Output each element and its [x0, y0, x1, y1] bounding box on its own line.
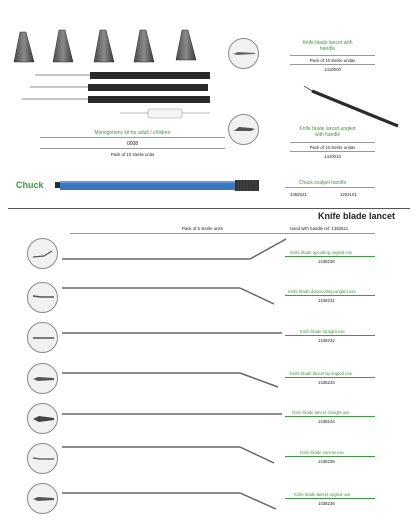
blade-thumbnail-4 — [27, 363, 58, 394]
speculum-cone-5 — [176, 30, 196, 60]
blade-image-6 — [60, 441, 290, 471]
product-ref-1: 1438230 — [318, 259, 335, 264]
product-ref-7: 1438236 — [318, 501, 335, 506]
handle-1 — [90, 72, 210, 79]
myringotomy-kit-image — [0, 0, 220, 130]
lancet-handle-pack: Pack of 10 sterile unitas — [309, 58, 356, 63]
product-ref-6: 1438235 — [318, 459, 335, 464]
adapter — [148, 109, 182, 118]
blade-image-4 — [60, 361, 290, 391]
blade-thumbnail-6 — [27, 443, 58, 474]
handle-3 — [88, 96, 210, 103]
lancet-angled-handle-image — [300, 84, 400, 129]
chuck-ref-2: 1202101 — [340, 192, 357, 197]
speculum-cone-3 — [94, 30, 114, 62]
blade-thumbnail-3 — [27, 322, 58, 353]
lancet-handle-title: Knife blade lancet with handle — [302, 40, 353, 52]
product-ref-2: 1438231 — [318, 298, 335, 303]
handle-2 — [88, 84, 208, 91]
pack-header: Pack of 5 sterile units — [182, 226, 223, 231]
product-name-1: Knife blade upcutting angled use — [290, 250, 353, 255]
product-ref-3: 1438232 — [318, 338, 335, 343]
blade-thumbnail-7 — [27, 483, 58, 514]
product-name-2: Knife blade downcutting angled use — [288, 289, 356, 294]
product-ref-4: 1438233 — [318, 380, 335, 385]
myringotomy-ref: 0008 — [126, 141, 139, 147]
product-name-7: Knife blade lancet angled use — [294, 492, 351, 497]
product-name-5: Knife blade lancet straight use — [292, 410, 350, 415]
lancet-angled-handle-pack: Pack of 10 sterile unitas — [309, 145, 356, 150]
section-title: Knife blade lancet — [318, 211, 396, 221]
blade-image-5 — [60, 409, 290, 419]
lancet-angled-handle-ref: 1410010 — [324, 154, 341, 159]
product-name-3: Knife blade straight use — [300, 329, 345, 334]
product-name-6: Knife blade narrow use — [300, 450, 344, 455]
product-ref-5: 1438234 — [318, 419, 335, 424]
blade-image-1 — [60, 236, 290, 266]
product-name-4: Knife blade lancet tip angled use — [290, 371, 353, 376]
lancet-handle-thumbnail — [228, 38, 259, 69]
chuck-ref-1: 1352521 — [290, 192, 307, 197]
blade-thumbnail-1 — [27, 238, 58, 269]
lancet-angled-handle-title: Knife blade lancet angled with handle — [299, 126, 356, 138]
speculum-cone-2 — [53, 30, 73, 62]
chuck-title: Chuck scalpel handle — [298, 180, 347, 186]
blade-thumbnail-5 — [27, 403, 58, 434]
blade-image-3 — [60, 328, 290, 338]
blade-image-7 — [60, 481, 290, 511]
myringotomy-pack: Pack of 10 sterile units — [110, 152, 155, 157]
speculum-cone-1 — [14, 32, 34, 62]
chuck-label: Chuck — [16, 180, 44, 190]
blade-image-2 — [60, 280, 290, 310]
lancet-angled-handle-thumbnail — [228, 114, 259, 145]
lancet-handle-ref: 1410000 — [324, 67, 341, 72]
speculum-cone-4 — [134, 30, 154, 62]
myringotomy-title: Myringotomy kit for adult / children — [94, 130, 171, 136]
chuck-handle-image — [55, 179, 265, 193]
handle-header: Used with handle ref. 1352521 — [290, 226, 349, 231]
blade-thumbnail-2 — [27, 282, 58, 313]
